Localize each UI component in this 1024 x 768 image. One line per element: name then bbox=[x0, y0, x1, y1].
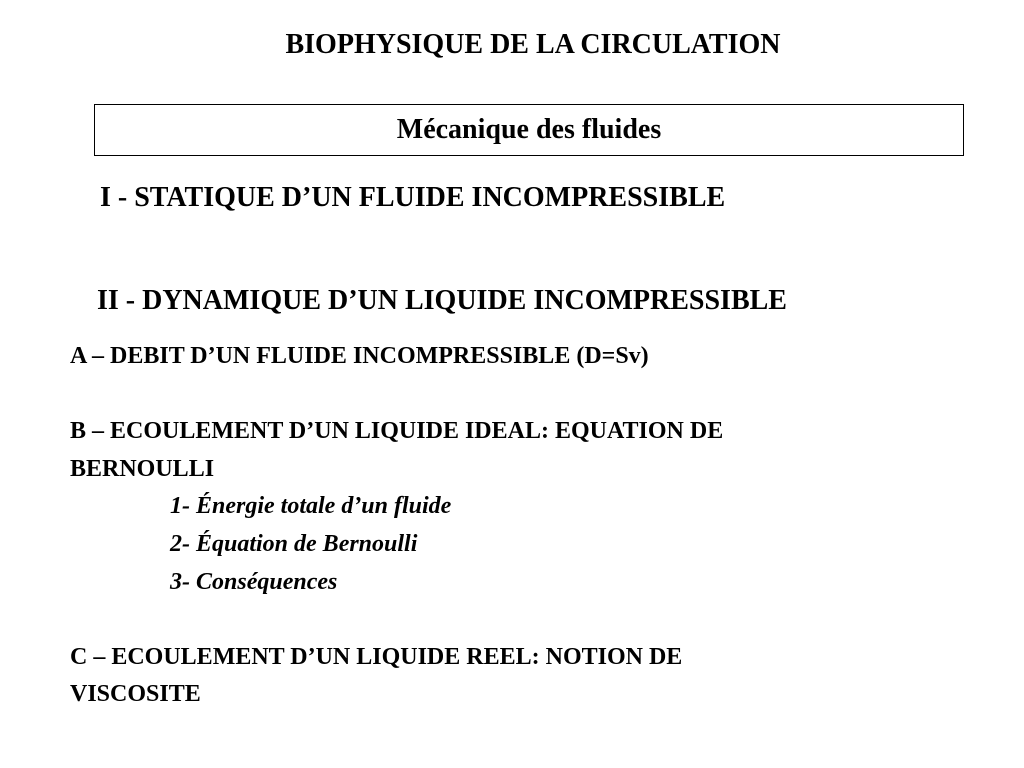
outline-item-b-line-2: BERNOULLI bbox=[70, 455, 215, 482]
blank-line bbox=[70, 376, 970, 414]
section-heading-statique: I - STATIQUE D’UN FLUIDE INCOMPRESSIBLE bbox=[100, 182, 726, 213]
outline-subitem-energie: 1- Énergie totale d’un fluide bbox=[170, 493, 452, 520]
outline-item-c-line-2: VISCOSITE bbox=[70, 681, 201, 708]
outline-body bbox=[70, 338, 970, 714]
outline-item-c-line-1: C – ECOULEMENT D’UN LIQUIDE REEL: NOTION DE bbox=[70, 643, 683, 670]
outline-subitem-equation: 2- Équation de Bernoulli bbox=[170, 530, 418, 557]
subtitle-text: Mécanique des fluides bbox=[396, 114, 662, 145]
subtitle-box bbox=[94, 104, 964, 156]
outline-item-a: A – DEBIT D’UN FLUIDE INCOMPRESSIBLE (D=Sv) bbox=[70, 343, 649, 369]
slide-title: BIOPHYSIQUE DE LA CIRCULATION bbox=[285, 29, 781, 60]
outline-item-b-line-1: B – ECOULEMENT D’UN LIQUIDE IDEAL: EQUATION DE bbox=[70, 418, 724, 445]
blank-line bbox=[70, 601, 970, 639]
outline-subitem-consequences: 3- Conséquences bbox=[170, 568, 338, 595]
section-heading-dynamique: II - DYNAMIQUE D’UN LIQUIDE INCOMPRESSIBLE bbox=[97, 285, 787, 316]
